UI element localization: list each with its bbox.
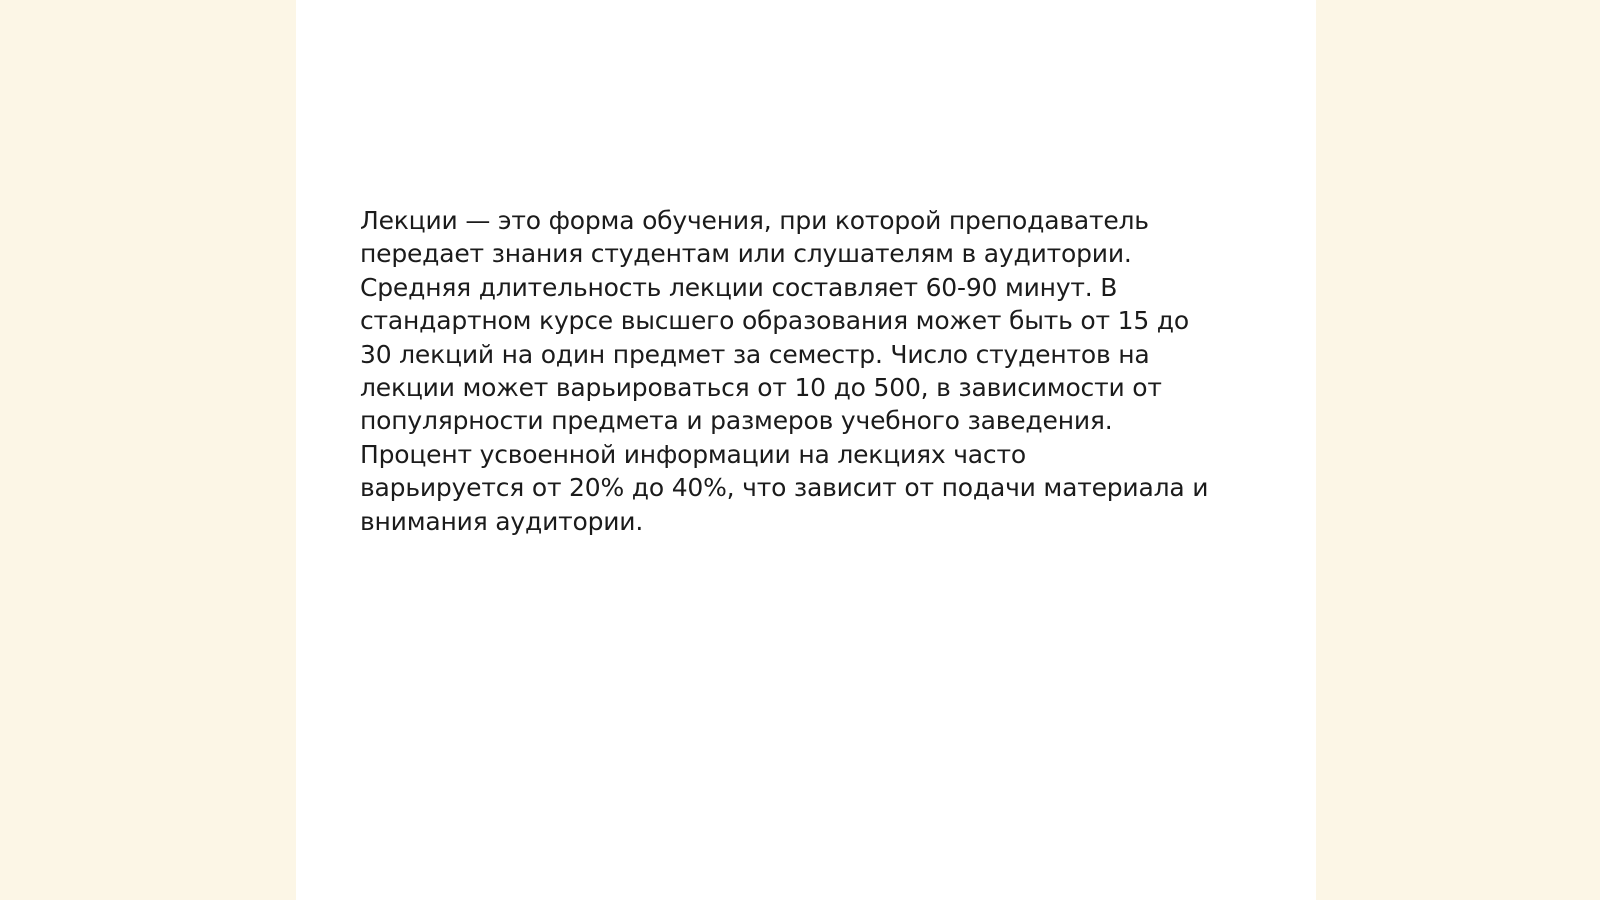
- body-paragraph: [360, 204, 1260, 538]
- paragraph-line: стандартном курсе высшего образования может быть от 15 до: [360, 306, 1189, 336]
- paragraph-line: передает знания студентам или слушателям в аудитории.: [360, 239, 1132, 269]
- paragraph-line: 30 лекций на один предмет за семестр. Число студентов на: [360, 339, 1150, 369]
- paragraph-line: популярности предмета и размеров учебного заведения.: [360, 406, 1113, 436]
- document-page: [296, 0, 1316, 900]
- paragraph-line: лекции может варьироваться от 10 до 500, в зависимости от: [360, 373, 1162, 403]
- paragraph-line: варьируется от 20% до 40%, что зависит от подачи материала и: [360, 473, 1209, 503]
- paragraph-line: Лекции — это форма обучения, при которой преподаватель: [360, 206, 1149, 235]
- paragraph-line: Процент усвоенной информации на лекциях часто: [360, 439, 1026, 469]
- paragraph-line: внимания аудитории.: [360, 506, 644, 536]
- paragraph-line: Средняя длительность лекции составляет 60-90 минут. В: [360, 272, 1118, 302]
